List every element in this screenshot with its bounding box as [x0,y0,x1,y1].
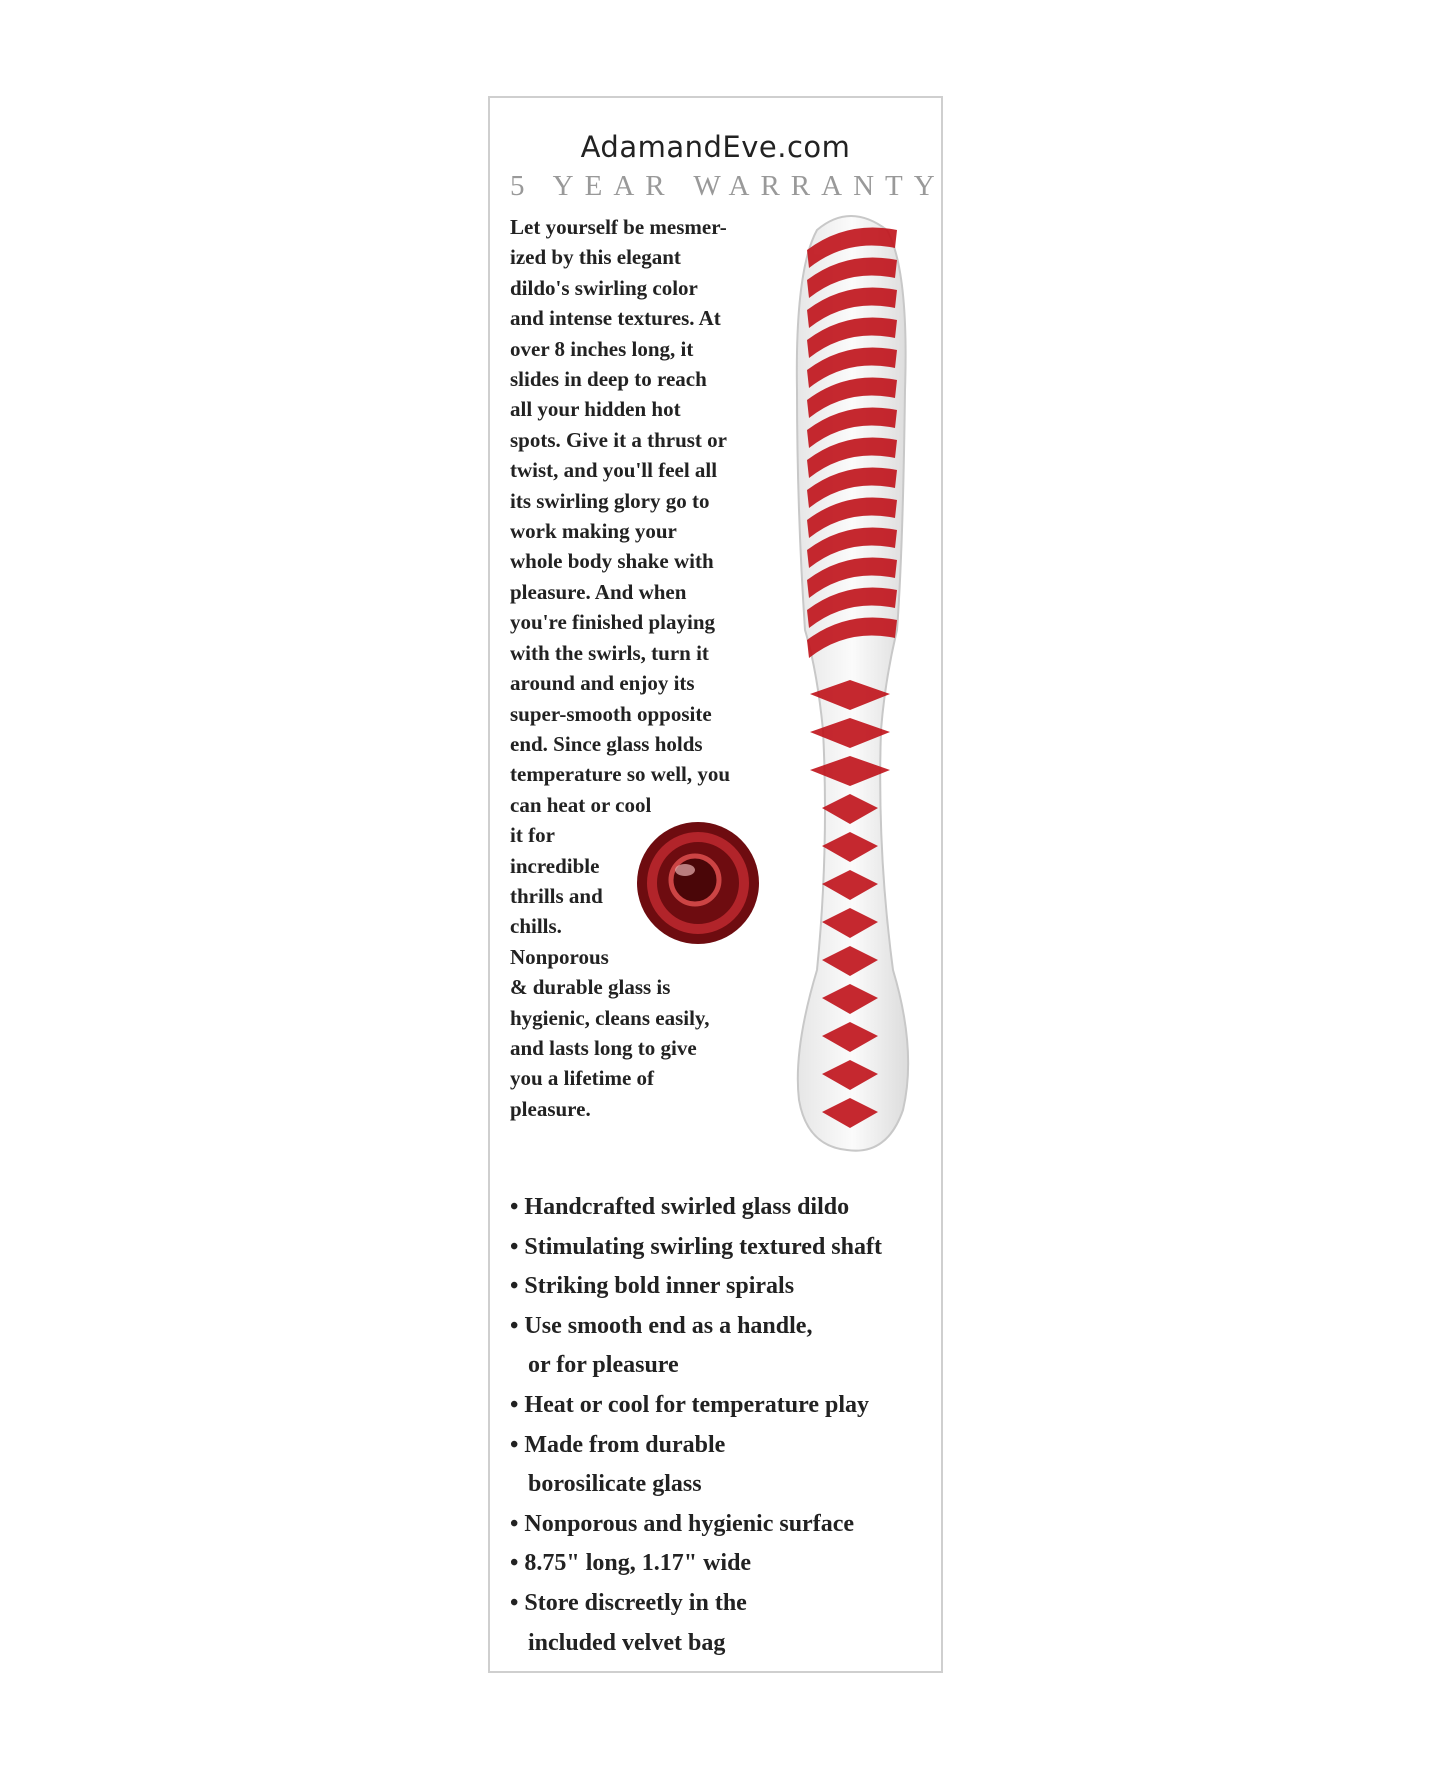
description-line: over 8 inches long, it [510,336,694,361]
feature-line: • Handcrafted swirled glass dildo [510,1194,850,1220]
description-line: you a lifetime of [510,1066,655,1091]
warranty-label: 5 YEAR WARRANTY [510,170,946,202]
description-line: pleasure. And when [510,579,687,604]
description-line: work making your [510,519,677,544]
description-line: its swirling glory go to [510,488,710,513]
description-line: dildo's swirling color [510,275,698,300]
feature-line: borosilicate glass [528,1471,702,1498]
feature-line: • 8.75" long, 1.17" wide [510,1550,752,1577]
description-line: Let yourself be mesmer- [510,215,727,239]
description-line: it for [510,823,555,848]
description-line: incredible [510,853,600,878]
description-line: temperature so well, you [510,762,731,787]
description-line: spots. Give it a thrust or [510,427,727,452]
description-line: & durable glass is [510,975,671,1000]
description-line: with the swirls, turn it [510,640,709,665]
feature-item [510,1505,882,1545]
feature-list [510,1188,882,1663]
feature-line: • Made from durable [510,1431,726,1458]
feature-item [510,1386,882,1426]
description-line: thrills and [510,883,603,908]
feature-line: • Striking bold inner spirals [510,1273,795,1300]
description-line: Nonporous [510,944,609,969]
description-line: can heat or cool [510,792,652,817]
feature-item [510,1307,882,1386]
feature-line: • Heat or cool for temperature play [510,1391,869,1418]
feature-line: included velvet bag [528,1629,726,1656]
description-line: around and enjoy its [510,671,695,696]
description-line: end. Since glass holds [510,731,703,756]
feature-line: or for pleasure [528,1352,679,1379]
product-description [510,212,730,1124]
description-line: you're finished playing [510,610,715,635]
feature-item [510,1228,882,1268]
description-line: hygienic, cleans easily, [510,1005,710,1030]
feature-line: • Use smooth end as a handle, [510,1312,813,1339]
description-line: whole body shake with [510,549,714,574]
site-name: AdamandEve.com [580,130,851,164]
description-line: slides in deep to reach [510,367,707,392]
feature-line: • Stimulating swirling textured shaft [510,1233,882,1260]
glass-dildo-image [777,210,923,1156]
description-line: super-smooth opposite [510,701,712,726]
end-view-image [635,820,761,946]
description-line: and intense textures. At [510,306,721,331]
feature-line: • Store discreetly in the [510,1589,747,1616]
feature-line: • Nonporous and hygienic surface [510,1510,855,1537]
description-line: twist, and you'll feel all [510,458,718,483]
feature-item [510,1584,882,1663]
feature-item [510,1544,882,1584]
description-line: ized by this elegant [510,245,681,270]
feature-item [510,1426,882,1505]
product-card [488,96,946,1673]
description-line: and lasts long to give [510,1035,697,1060]
feature-item [510,1188,882,1228]
description-line: chills. [510,914,562,939]
feature-item [510,1267,882,1307]
description-line: all your hidden hot [510,397,681,422]
description-line: pleasure. [510,1096,591,1121]
